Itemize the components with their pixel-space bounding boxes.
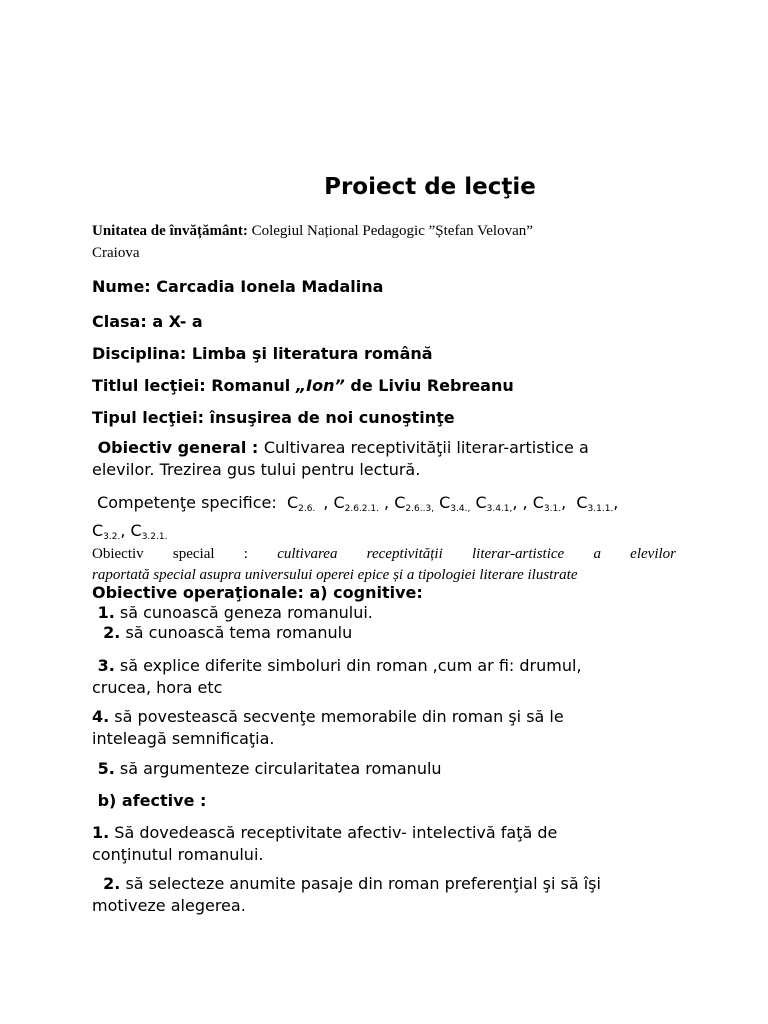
item-text: să cunoască geneza romanului. [114,603,373,622]
item-number: 2. [92,874,121,893]
item-number: 2. [92,623,121,642]
competence-code: $C_{2.6.2.1.}$ , [333,493,395,514]
lesson-title-rest: de Liviu Rebreanu [344,376,514,395]
competence-code: $C_{3.4.,}$ [439,493,471,514]
operational-heading: Obiective operaţionale: a) cognitive: [92,583,423,602]
competence-code: $C_{3.2.1.}$ [130,521,168,542]
objective-item [92,758,676,780]
page-title: Proiect de lecţie [324,174,536,200]
objective-item [92,655,676,699]
item-number: 1. [92,823,110,842]
objective-item [92,602,676,624]
item-text-cont: inteleagă semnificaţia. [92,729,275,748]
item-text-cont: motiveze alegerea. [92,896,246,915]
item-text: să cunoască tema romanulu [120,623,353,642]
item-number: 4. [92,707,110,726]
school-info [92,220,676,264]
discipline-line: Disciplina: Limba şi literatura română [92,344,433,363]
competence-code: $C_{3.2.}$, [92,521,131,542]
special-objective-label: Obiectiv special : [92,546,278,562]
competence-code: $C_{3.4.1,}$, , [475,493,533,514]
competence-code: $C_{2.6..3,}$ [394,493,435,514]
affective-heading: b) afective : [92,791,207,810]
objective-item [92,622,676,644]
lesson-type-line: Tipul lecţiei: însuşirea de noi cunoştinţe [92,408,455,427]
general-objective [92,437,676,481]
item-text: să explice diferite simboluri din roman ,cum ar fi: drumul, [114,656,582,675]
item-text: să selecteze anumite pasaje din roman preferenţial şi să îşi [120,874,601,893]
item-text-cont: crucea, hora etc [92,678,223,697]
item-number: 1. [92,603,115,622]
item-text: să argumenteze circularitatea romanulu [114,759,442,778]
lesson-title-label: Titlul lecţiei: Romanul [92,376,296,395]
competences-label: Competenţe specifice: [92,493,287,512]
affective-item [92,822,676,866]
competence-code: $C_{3.1.}$, [532,493,577,514]
general-objective-text2: elevilor. Trezirea gus tului pentru lectură. [92,460,421,479]
school-city: Craiova [92,245,140,261]
competences [92,492,676,548]
item-text: Să dovedească receptivitate afectiv- intelectivă faţă de [109,823,558,842]
class-line: Clasa: a X- a [92,312,203,331]
school-value: Colegiul Național Pedagogic ”Ștefan Velovan” [247,223,533,239]
general-objective-label: Obiectiv general : [92,438,264,457]
general-objective-text1: Cultivarea receptivităţii literar-artistice a [263,438,589,457]
item-number: 5. [92,759,115,778]
special-objective [92,543,676,585]
item-text-cont: conţinutul romanului. [92,845,264,864]
lesson-title-work: „Ion” [295,376,345,395]
affective-item [92,873,676,917]
lesson-title-line [92,375,676,397]
special-objective-text2: raportată special asupra universului operei epice și a tipologiei literare ilustrate [92,567,578,583]
item-number: 3. [92,656,115,675]
objective-item [92,706,676,750]
item-text: să povestească secvenţe memorabile din roman şi să le [109,707,564,726]
special-objective-text1: cultivarea receptivității literar-artistice a elevilor [277,546,676,562]
competence-code: $C_{2.6.}$ , [286,493,334,514]
competence-code: $C_{3.1.1.}$, [576,493,619,514]
school-label: Unitatea de învățământ: [92,223,248,239]
student-name: Nume: Carcadia Ionela Madalina [92,277,384,296]
